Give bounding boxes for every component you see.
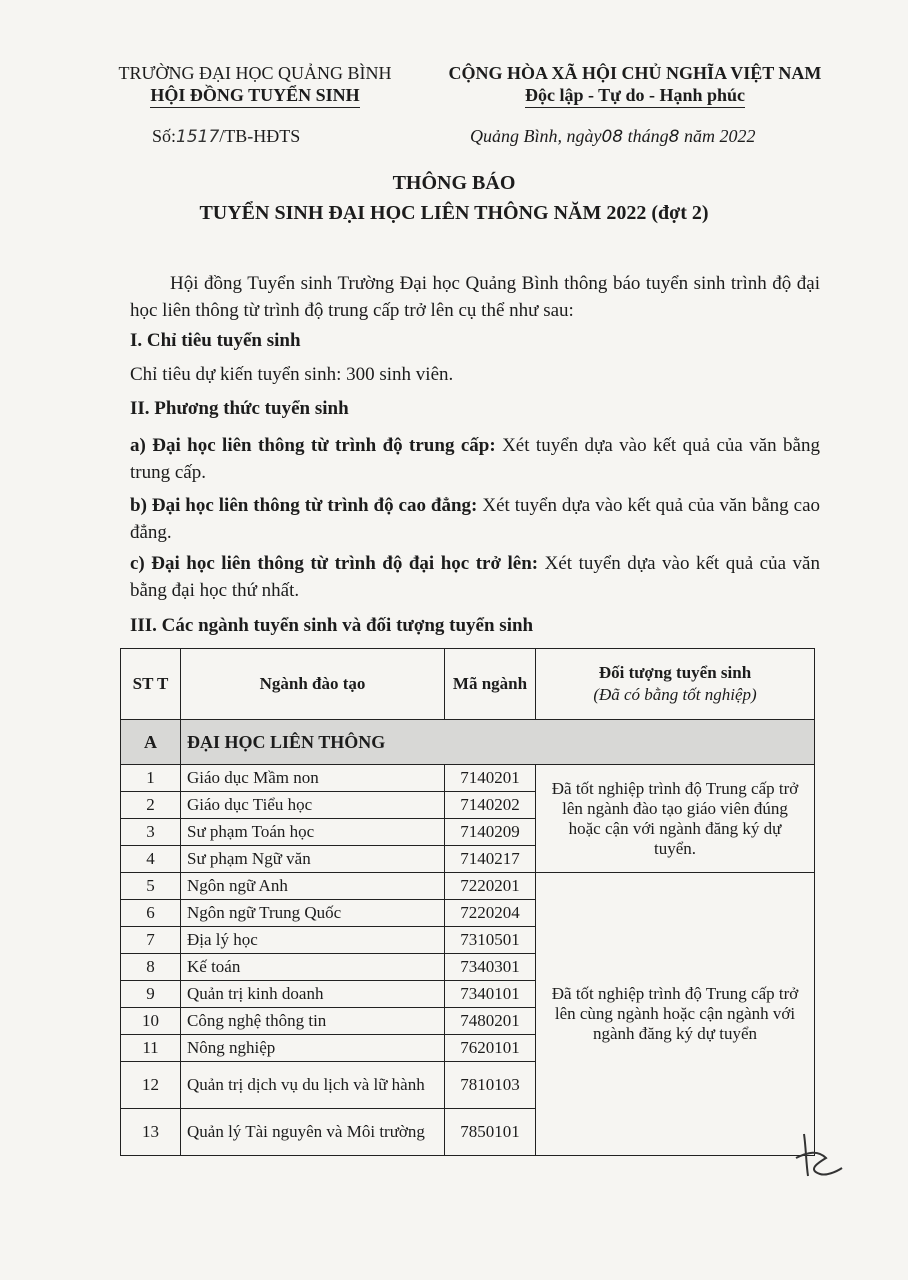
table-row: 4 Sư phạm Ngữ văn 7140217 [121, 846, 815, 873]
table-header-row [121, 649, 815, 720]
national-motto-block [420, 62, 850, 108]
table-row: 13 Quản lý Tài nguyên và Môi trường 7850101 [121, 1109, 815, 1156]
initials-signature-icon [786, 1128, 846, 1188]
method-a: a) Đại học liên thông từ trình độ trung cấp: Xét tuyển dựa vào kết quả của văn bằng trung cấp. [130, 435, 820, 483]
section-1-heading: I. Chỉ tiêu tuyển sinh [130, 330, 301, 351]
council-name: HỘI ĐỒNG TUYỂN SINH [150, 84, 359, 108]
university-name: TRƯỜNG ĐẠI HỌC QUẢNG BÌNH [118, 63, 392, 83]
eligibility-group-2: Đã tốt nghiệp trình độ Trung cấp trở lên cùng ngành hoặc cận ngành với ngành đăng ký dự tuyển [536, 873, 815, 1156]
table-row: 11 Nông nghiệp 7620101 [121, 1035, 815, 1062]
intro-paragraph: Hội đồng Tuyển sinh Trường Đại học Quảng Bình thông báo tuyển sinh trình độ đại học liên thông từ trình độ trung cấp trở lên cụ thể như sau: [130, 273, 820, 321]
table-row: 8 Kế toán 7340301 [121, 954, 815, 981]
section-1-text: Chỉ tiêu dự kiến tuyển sinh: 300 sinh viên. [130, 364, 454, 385]
table-row: 10 Công nghệ thông tin 7480201 [121, 1008, 815, 1035]
table-row: 3 Sư phạm Toán học 7140209 [121, 819, 815, 846]
header-eligibility: Đối tượng tuyển sinh (Đã có bằng tốt nghiệp) [536, 649, 815, 720]
section-3-heading: III. Các ngành tuyển sinh và đối tượng tuyển sinh [130, 615, 534, 636]
doc-title: THÔNG BÁO [392, 172, 516, 194]
header-major: Ngành đào tạo [181, 649, 445, 720]
section-2-heading: II. Phương thức tuyển sinh [130, 398, 349, 419]
method-c: c) Đại học liên thông từ trình độ đại học trở lên: Xét tuyển dựa vào kết quả của văn bằng đại học thứ nhất. [130, 553, 820, 601]
issue-date: Quảng Bình, ngày08 tháng8 năm 2022 [470, 126, 756, 147]
motto: Độc lập - Tự do - Hạnh phúc [525, 84, 745, 108]
table-section-row: A ĐẠI HỌC LIÊN THÔNG [121, 720, 815, 765]
header-code: Mã ngành [445, 649, 536, 720]
issuer-block [100, 62, 410, 108]
method-b: b) Đại học liên thông từ trình độ cao đẳng: Xét tuyển dựa vào kết quả của văn bằng cao đẳng. [130, 495, 820, 543]
table-row: 1 Giáo dục Mầm non 7140201 Đã tốt nghiệp trình độ Trung cấp trở lên ngành đào tạo giáo viên đúng hoặc cận với ngành đăng ký dự tuyển. [121, 765, 815, 792]
handwritten-number: 1517 [176, 127, 220, 147]
header-stt: ST T [121, 649, 181, 720]
document-number: Số:1517/TB-HĐTS [152, 126, 301, 147]
table-row: 12 Quản trị dịch vụ du lịch và lữ hành 7810103 [121, 1062, 815, 1109]
doc-subtitle: TUYỂN SINH ĐẠI HỌC LIÊN THÔNG NĂM 2022 (đợt 2) [199, 202, 709, 224]
table-row: 5 Ngôn ngữ Anh 7220201 Đã tốt nghiệp trình độ Trung cấp trở lên cùng ngành hoặc cận ngành với ngành đăng ký dự tuyển [121, 873, 815, 900]
table-row: 2 Giáo dục Tiểu học 7140202 [121, 792, 815, 819]
table-row: 9 Quản trị kinh doanh 7340101 [121, 981, 815, 1008]
table-row: 6 Ngôn ngữ Trung Quốc 7220204 [121, 900, 815, 927]
table-row: 7 Địa lý học 7310501 [121, 927, 815, 954]
majors-table [120, 648, 815, 1156]
eligibility-group-1: Đã tốt nghiệp trình độ Trung cấp trở lên ngành đào tạo giáo viên đúng hoặc cận với ngành đăng ký dự tuyển. [536, 765, 815, 873]
country-name: CỘNG HÒA XÃ HỘI CHỦ NGHĨA VIỆT NAM [448, 63, 822, 83]
